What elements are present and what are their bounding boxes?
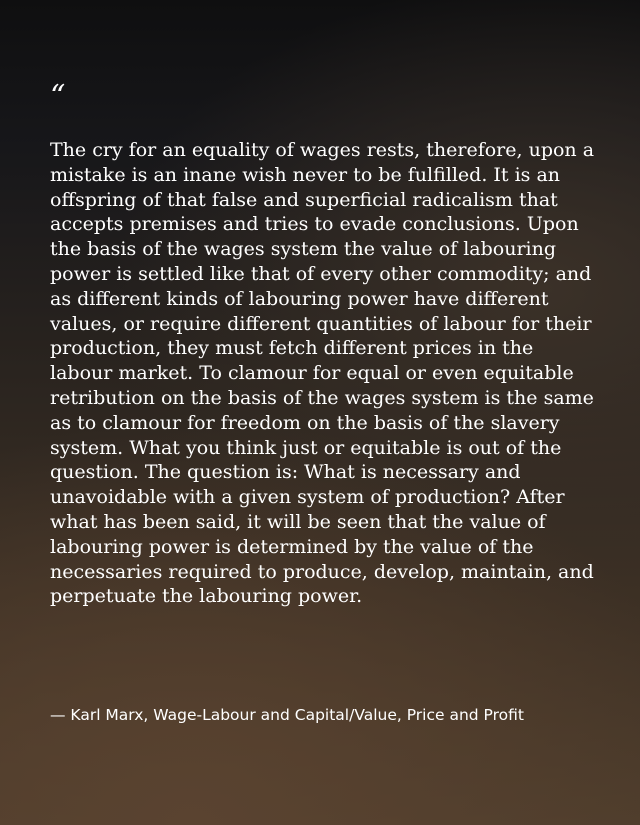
quote-text: The cry for an equality of wages rests, therefore, upon a mistake is an inane wish never to be fulfilled. It is an offspring of that false and superficial radicalism that accepts premises and tries to evade conclusions. Upon the basis of the wages system the value of labouring power is settled like that of every other commodity; and as different kinds of labouring power have different values, or require different quantities of labour for their production, they must fetch different prices in the labour market. To clamour for equal or even equitable retribution on the basis of the wages system is the same as to clamour for freedom on the basis of the slavery system. What you think just or equitable is out of the question. The question is: What is necessary and unavoidable with a given system of production? After what has been said, it will be seen that the value of labouring power is determined by the value of the necessaries required to produce, develop, maintain, and perpetuate the labouring power. xyxy=(50,139,595,608)
quote-attribution: — Karl Marx, Wage-Labour and Capital/Value, Price and Profit xyxy=(50,706,524,724)
quotation-mark-icon: “ xyxy=(50,79,66,114)
